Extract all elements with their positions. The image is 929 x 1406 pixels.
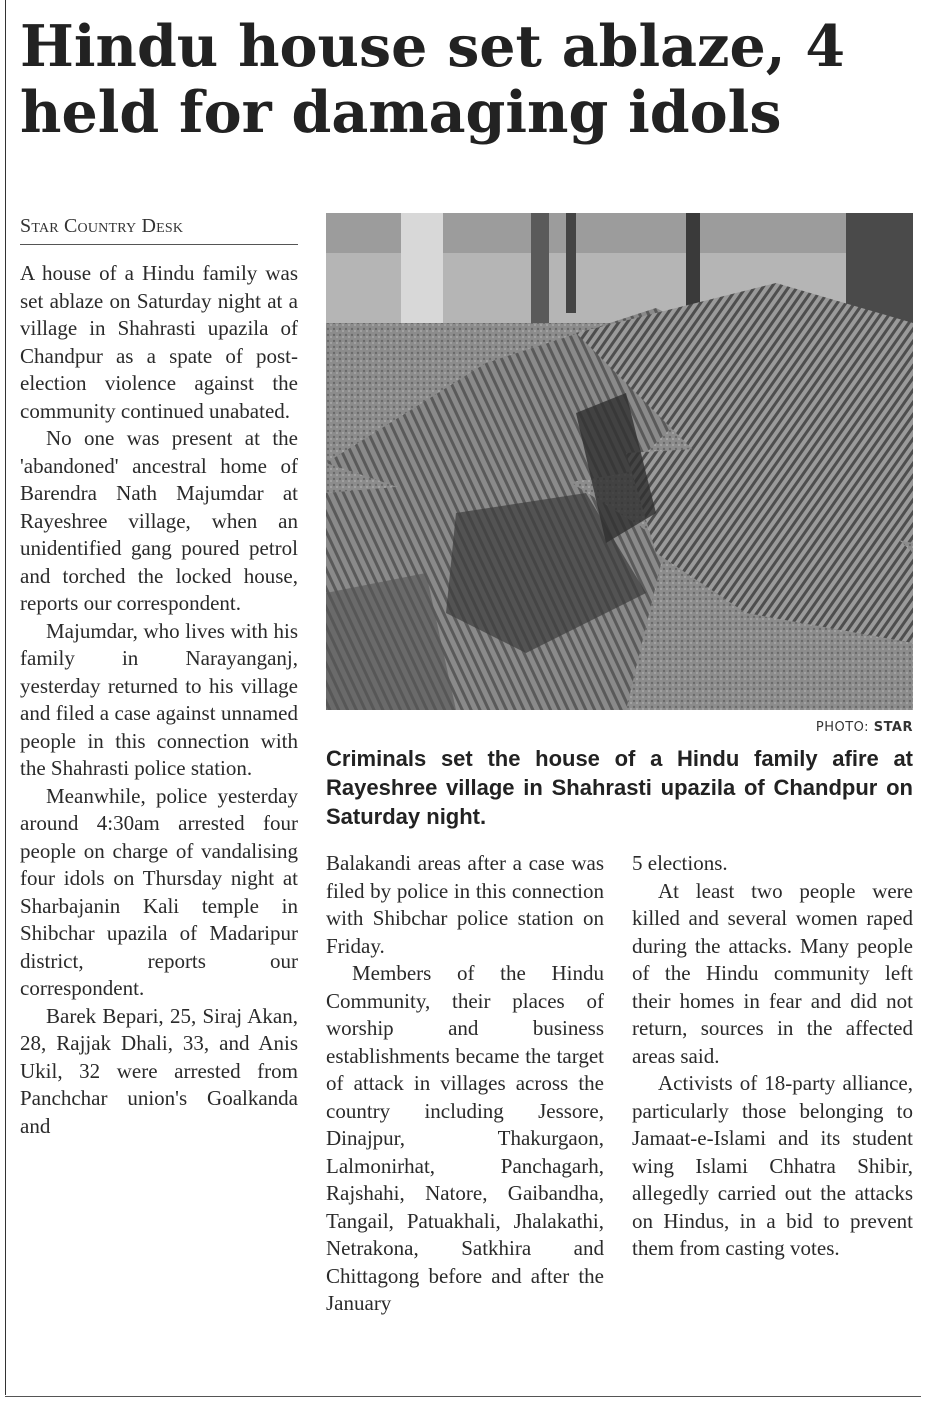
photo-credit-source: STAR [873, 720, 913, 735]
paragraph: At least two people were killed and several women raped during the attacks. Many people of the Hindu community left their homes in fear and did not return, sources in the affected areas said. [632, 878, 913, 1068]
paragraph: No one was present at the 'abandoned' ancestral home of Barendra Nath Majumdar at Rayeshree village, when an unidentified gang poured petrol and torched the locked house, reports our correspondent. [20, 426, 298, 615]
paragraph: 5 elections. [632, 851, 728, 875]
paragraph: Majumdar, who lives with his family in Narayanganj, yesterday returned to his village and filed a case against unnamed people in this connection with the Shahrasti police station. [20, 618, 298, 780]
paragraph: A house of a Hindu family was set ablaze on Saturday night at a village in Shahrasti upazila of Chandpur as a spate of post-election violence against the community continued unabated. [20, 261, 298, 423]
left-column-rule [5, 0, 6, 1395]
photo-credit-label: PHOTO: [815, 720, 870, 735]
byline: Star Country Desk [20, 215, 298, 245]
paragraph: Members of the Hindu Community, their places of worship and business establishments became the target of attack in villages across the country including Jessore, Dinajpur, Thakurgaon, Lalmonirhat, Panchagarh, Rajshahi, Natore, Gaibandha, Tangail, Patuakhali, Jhalakathi, Netrakona, Satkhira and Chittagong before and after the January [326, 961, 604, 1315]
article-headline: Hindu house set ablaze, 4 held for damaging idols [20, 13, 846, 146]
paragraph: Barek Bepari, 25, Siraj Akan, 28, Rajjak Dhali, 33, and Anis Ukil, 32 were arrested from Panchchar union's Goalkanda and [20, 1003, 298, 1138]
paragraph: Activists of 18-party alliance, particularly those belonging to Jamaat-e-Islami and its student wing Islami Chhatra Shibir, allegedly carried out the attacks on Hindus, in a bid to prevent them from casting votes. [632, 1071, 913, 1260]
article-column-2 [326, 850, 604, 1318]
article-column-3 [632, 850, 913, 1263]
photo-credit [326, 720, 913, 735]
bottom-rule [5, 1396, 921, 1397]
paragraph: Meanwhile, police yesterday around 4:30am arrested four people on charge of vandalising four idols on Thursday night at Sharbajanin Kali temple in Shibchar upazila of Madaripur district, reports our correspondent. [20, 783, 298, 1000]
burnt-house-image [326, 213, 913, 710]
article-column-1 [20, 260, 298, 1140]
paragraph: Balakandi areas after a case was filed by police in this connection with Shibchar police station on Friday. [326, 851, 604, 958]
news-photo [326, 213, 913, 710]
photo-caption: Criminals set the house of a Hindu family afire at Rayeshree village in Shahrasti upazila of Chandpur on Saturday night. [326, 746, 913, 829]
